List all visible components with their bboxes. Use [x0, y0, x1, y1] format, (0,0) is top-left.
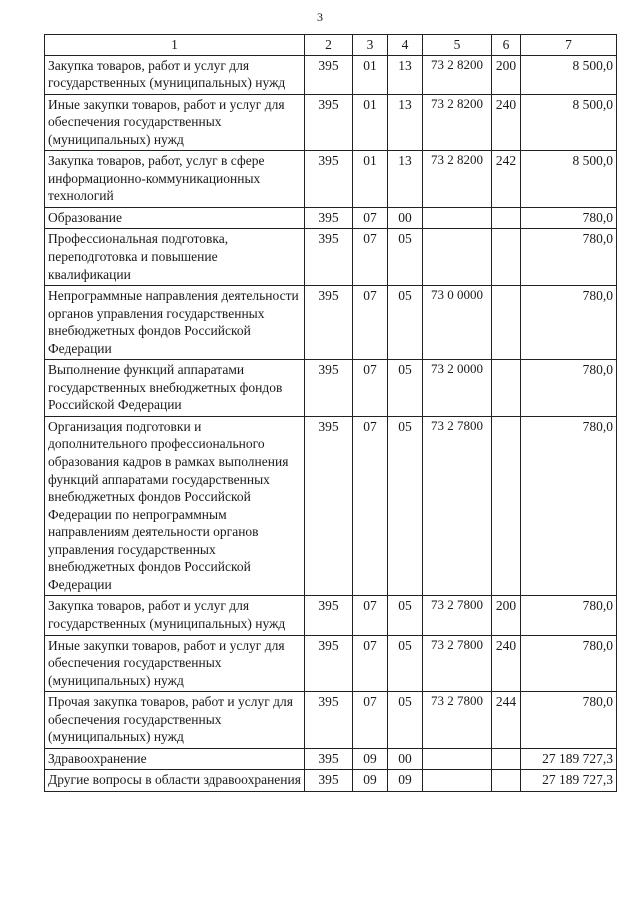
row-name: Закупка товаров, работ и услуг для государственных (муниципальных) нужд: [45, 55, 305, 94]
row-amount: 780,0: [521, 229, 617, 286]
table-row: [45, 151, 617, 208]
table-row: [45, 94, 617, 151]
row-name: Прочая закупка товаров, работ и услуг для обеспечения государственных (муниципальных) нужд: [45, 692, 305, 749]
row-name: Непрограммные направления деятельности органов управления государственных внебюджетных фондов Российской Федерации: [45, 286, 305, 360]
row-expense-type: 240: [492, 635, 521, 692]
row-ministry-code: 395: [305, 635, 353, 692]
row-amount: 8 500,0: [521, 55, 617, 94]
row-ministry-code: 395: [305, 151, 353, 208]
row-expense-type: 242: [492, 151, 521, 208]
row-name: Образование: [45, 207, 305, 229]
table-header-row: [45, 35, 617, 56]
row-amount: 780,0: [521, 207, 617, 229]
row-section-code: 09: [353, 770, 388, 792]
row-amount: 780,0: [521, 416, 617, 595]
row-amount: 780,0: [521, 286, 617, 360]
column-header-2: 2: [305, 35, 353, 56]
row-subsection-code: 05: [388, 692, 423, 749]
row-amount: 780,0: [521, 635, 617, 692]
row-subsection-code: 00: [388, 207, 423, 229]
column-header-6: 6: [492, 35, 521, 56]
row-ministry-code: 395: [305, 770, 353, 792]
row-section-code: 07: [353, 360, 388, 417]
row-ministry-code: 395: [305, 55, 353, 94]
row-ministry-code: 395: [305, 596, 353, 635]
row-name: Другие вопросы в области здравоохранения: [45, 770, 305, 792]
row-name: Профессиональная подготовка, переподготовка и повышение квалификации: [45, 229, 305, 286]
column-header-4: 4: [388, 35, 423, 56]
row-target-code: 73 2 0000: [423, 360, 492, 417]
row-target-code: 73 2 8200: [423, 55, 492, 94]
row-expense-type: 240: [492, 94, 521, 151]
row-expense-type: [492, 286, 521, 360]
row-expense-type: [492, 229, 521, 286]
row-subsection-code: 05: [388, 596, 423, 635]
row-subsection-code: 05: [388, 635, 423, 692]
row-subsection-code: 05: [388, 229, 423, 286]
row-ministry-code: 395: [305, 229, 353, 286]
row-section-code: 07: [353, 286, 388, 360]
row-section-code: 07: [353, 692, 388, 749]
row-target-code: 73 2 8200: [423, 94, 492, 151]
row-target-code: 73 2 7800: [423, 416, 492, 595]
row-amount: 780,0: [521, 692, 617, 749]
row-section-code: 01: [353, 55, 388, 94]
table-row: [45, 229, 617, 286]
row-expense-type: [492, 207, 521, 229]
row-section-code: 07: [353, 416, 388, 595]
row-name: Организация подготовки и дополнительного профессионального образования кадров в рамках выполнения функций аппаратами государственных внебюджетных фондов Российской Федерации по непрограммным направлениям деятельности органов управления государственных внебюджетных фондов Российской Федерации: [45, 416, 305, 595]
row-section-code: 07: [353, 596, 388, 635]
row-name: Иные закупки товаров, работ и услуг для обеспечения государственных (муниципальных) нужд: [45, 94, 305, 151]
row-name: Здравоохранение: [45, 748, 305, 770]
row-ministry-code: 395: [305, 748, 353, 770]
row-name: Закупка товаров, работ и услуг для государственных (муниципальных) нужд: [45, 596, 305, 635]
row-expense-type: 200: [492, 596, 521, 635]
table-row: [45, 286, 617, 360]
row-expense-type: [492, 748, 521, 770]
row-target-code: 73 2 7800: [423, 596, 492, 635]
row-amount: 8 500,0: [521, 94, 617, 151]
row-expense-type: [492, 360, 521, 417]
table-row: [45, 416, 617, 595]
row-ministry-code: 395: [305, 207, 353, 229]
column-header-7: 7: [521, 35, 617, 56]
row-section-code: 09: [353, 748, 388, 770]
row-target-code: 73 2 7800: [423, 692, 492, 749]
row-section-code: 07: [353, 635, 388, 692]
row-amount: 780,0: [521, 360, 617, 417]
row-subsection-code: 13: [388, 94, 423, 151]
row-expense-type: [492, 770, 521, 792]
row-section-code: 07: [353, 229, 388, 286]
row-name: Выполнение функций аппаратами государственных внебюджетных фондов Российской Федерации: [45, 360, 305, 417]
table-row: [45, 207, 617, 229]
row-subsection-code: 05: [388, 360, 423, 417]
table-row: [45, 692, 617, 749]
row-amount: 8 500,0: [521, 151, 617, 208]
row-expense-type: [492, 416, 521, 595]
table-row: [45, 770, 617, 792]
row-ministry-code: 395: [305, 692, 353, 749]
row-ministry-code: 395: [305, 360, 353, 417]
row-subsection-code: 00: [388, 748, 423, 770]
row-amount: 27 189 727,3: [521, 748, 617, 770]
row-subsection-code: 13: [388, 55, 423, 94]
row-target-code: [423, 770, 492, 792]
row-target-code: [423, 207, 492, 229]
row-name: Закупка товаров, работ, услуг в сфере информационно-коммуникационных технологий: [45, 151, 305, 208]
row-amount: 780,0: [521, 596, 617, 635]
row-ministry-code: 395: [305, 286, 353, 360]
row-name: Иные закупки товаров, работ и услуг для обеспечения государственных (муниципальных) нужд: [45, 635, 305, 692]
row-target-code: 73 2 7800: [423, 635, 492, 692]
table-row: [45, 596, 617, 635]
row-target-code: [423, 748, 492, 770]
row-expense-type: 244: [492, 692, 521, 749]
page-number: 3: [317, 10, 323, 24]
row-subsection-code: 09: [388, 770, 423, 792]
row-target-code: [423, 229, 492, 286]
row-ministry-code: 395: [305, 416, 353, 595]
row-subsection-code: 05: [388, 416, 423, 595]
row-target-code: 73 2 8200: [423, 151, 492, 208]
table-row: [45, 635, 617, 692]
row-amount: 27 189 727,3: [521, 770, 617, 792]
table-row: [45, 748, 617, 770]
row-subsection-code: 13: [388, 151, 423, 208]
row-section-code: 01: [353, 151, 388, 208]
row-target-code: 73 0 0000: [423, 286, 492, 360]
table-row: [45, 55, 617, 94]
row-section-code: 07: [353, 207, 388, 229]
table-row: [45, 360, 617, 417]
column-header-3: 3: [353, 35, 388, 56]
column-header-5: 5: [423, 35, 492, 56]
column-header-1: 1: [45, 35, 305, 56]
row-ministry-code: 395: [305, 94, 353, 151]
row-subsection-code: 05: [388, 286, 423, 360]
budget-table: [44, 34, 617, 792]
row-expense-type: 200: [492, 55, 521, 94]
row-section-code: 01: [353, 94, 388, 151]
